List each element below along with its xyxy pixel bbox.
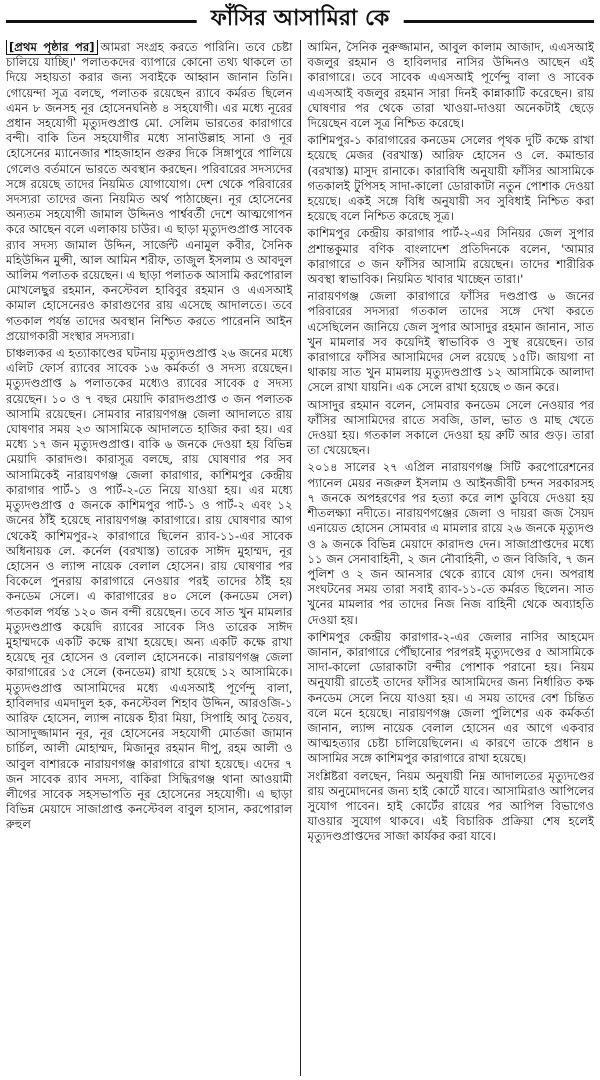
paragraph: নারায়ণগঞ্জ জেলা কারাগারে ফাঁসির দণ্ডপ্রাপ্ত ৬ জনের পরিবারের সদস্যরা গতকাল তাদের সঙ্গে দেখা করতে এসেছিলেন জানিয়ে জেল সুপার আসাদুর রহমান জানান, সাত খুন মামলার সব কয়েদিই স্বাভাবিক ও সুস্থ রয়েছেন। তার কারাগারে ফাঁসির আসামিদের সেল রয়েছে ১৫টি। জায়গা না থাকায় সাত খুন মামলায় মৃত্যুদণ্ডপ্রাপ্ত ১২ আসামিকে আলাদা সেলে রাখা যায়নি। এক সেলে রাখা হয়েছে ৩ জন করে। [307,289,594,395]
paragraph: কাশিমপুর কেন্দ্রীয় কারাগার পার্ট-২-এর সিনিয়র জেল সুপার প্রশান্তকুমার বণিক বাংলাদেশ প্রতিদিনকে বলেন, 'আমার কারাগারে ৩ জন ফাঁসির আসামি রয়েছেন। তাদের শারীরিক অবস্থা স্বাভাবিক। নিয়মিত খাবার খাচ্ছেন তারা।' [307,226,594,287]
paragraph: কাশিমপুর কেন্দ্রীয় কারাগার-২-এর জেলার নাসির আহমেদ জানান, কারাগারে পৌঁছানোর পরপরই মৃত্যুদণ্ডের ৫ আসামিকে সাদা-কালো ডোরাকাটা বন্দীর পোশাক পরানো হয়। নিয়ম অনুযায়ী রাতেই তাদের ফাঁসির আসামিদের জন্য নির্ধারিত কক্ষ কনডেম সেলে নিয়ে যাওয়া হয়। এ সময় তাদের বেশ চিন্তিত বলে মনে হয়েছে। নারায়ণগঞ্জ জেলা পুলিশের এক কর্মকর্তা জানান, ল্যান্স নায়েক বেলাল হোসেন এর আগে একবার আত্মহত্যার চেষ্টা চালিয়েছিলেন। এ কারণে তাকে প্রধান ৪ আসামির সঙ্গে কাশিমপুর কারাগারে রাখা হয়েছে। [307,629,594,766]
article-body [6,40,594,1076]
paragraph-text: আমরা সংগ্রহ করতে পারিনি। তবে চেষ্টা চালিয়ে যাচ্ছি।' পলাতকদের ব্যাপারে কোনো তথ্য থাকলে তা দিয়ে সহায়তা করার জন্য সবাইকে আহ্বান জানান তিনি। গোয়েন্দা সূত্র বলছে, পলাতক রয়েছেন র‍্যাবে কর্মরত ছিলেন এমন ৮ জনসহ নূর হোসেনঘনিষ্ঠ ৪ সহযোগী। এর মধ্যে নূরের প্রধান সহযোগী মৃত্যুদণ্ডপ্রাপ্ত মো. সেলিম ভারতের কারাগারে বন্দী। বাকি তিন সহযোগীর মধ্যে সানাউল্লাহ সানা ও নূর হোসেনের ম্যানেজার শাহজাহান গুরুর দিকে সিঙ্গাপুরে পালিয়ে গেলেও বর্তমানে ভারতে অবস্থান করছেন। পরিবারের সদস্যদের সঙ্গে রয়েছে তাদের নিয়মিত যোগাযোগ। দেশ থেকে পরিবারের সদস্যরা তাদের জন্য নিয়মিত অর্থ পাঠাচ্ছেন। নূর হোসেনের অন্যতম সহযোগী জামাল উদ্দিনও পার্শ্ববর্তী দেশে আত্মগোপন করে আছেন বলে এলাকায় চাউর। এ ছাড়া মৃত্যুদণ্ডপ্রাপ্ত সাবেক র‍্যাব সদস্য জামাল উদ্দিন, সার্জেন্ট এনামুল কবীর, সৈনিক মহিউদ্দিন মুন্সী, আল আমিন শরীফ, তাজুল ইসলাম ও আবদুল আলিম পলাতক রয়েছেন। এ ছাড়া পলাতক আসামি করপোরাল মোখলেছুর রহমান, কনস্টেবল হাবিবুর রহমান ও এএসআই কামাল হোসেনেরও কারাগুণের রায় এসেছে আদালতে। তবে গতকাল পর্যন্ত তাদের অবস্থান নিশ্চিত করতে পারেননি আইন প্রয়োগকারী সংস্থার সদস্যরা। [6,40,293,343]
paragraph: ২০১৪ সালের ২৭ এপ্রিল নারায়ণগঞ্জ সিটি করপোরেশনের প্যানেল মেয়র নজরুল ইসলাম ও আইনজীবী চন্দন সরকারসহ ৭ জনকে অপহরণের পর হত্যা করে লাশ ডুবিয়ে দেওয়া হয় শীতলক্ষ্যা নদীতে। নারায়ণগঞ্জের জেলা ও দায়রা জজ সৈয়দ এনায়েত হোসেন সোমবার এ মামলার রায়ে ২৬ জনকে মৃত্যুদণ্ড ও ৯ জনকে বিভিন্ন মেয়াদে কারাদণ্ড দেন। সাজাপ্রাপ্তদের মধ্যে ১১ জন সেনাবাহিনী, ২ জন নৌবাহিনী, ৩ জন বিজিবি, ৭ জন পুলিশ ও ২ জন আনসার থেকে র‍্যাবে যোগ দেন। অপরাধ সংঘটনের সময় তারা সবাই র‍্যাব-১১-তে কর্মরত ছিলেন। সাত খুনের মামলার পর তাদের নিজ নিজ বাহিনী থেকে অব্যাহতি দেওয়া হয়। [307,460,594,627]
paragraph: চাঞ্চল্যকর এ হত্যাকাণ্ডের ঘটনায় মৃত্যুদণ্ডপ্রাপ্ত ২৬ জনের মধ্যে এলিট ফোর্স র‍্যাবের সাবেক ১৬ কর্মকর্তা ও সদস্য রয়েছেন। মৃত্যুদণ্ডপ্রাপ্ত ৯ পলাতকের মধ্যেও র‍্যাবের সাবেক ৫ সদস্য রয়েছেন। ১০ ও ৭ বছর মেয়াদি কারাদণ্ডপ্রাপ্ত ৩ জন পলাতক আসামি রয়েছেন। সোমবার নারায়ণগঞ্জ জেলা আদালতে রায় ঘোষণার সময় ২৩ আসামিকে আদালতে হাজির করা হয়। এর মধ্যে ১৭ জন মৃত্যুদণ্ডপ্রাপ্ত। বাকি ৬ জনকে দেওয়া হয় বিভিন্ন মেয়াদি কারাদণ্ড। কারাসূত্র বলছে, রায় ঘোষণার পর সব আসামিকেই নারায়ণগঞ্জ জেলা কারাগার, কাশিমপুর কেন্দ্রীয় কারাগার পার্ট-১ ও পার্ট-২-তে নিয়ে যাওয়া হয়। এর মধ্যে মৃত্যুদণ্ডপ্রাপ্ত ৫ জনকে কাশিমপুর পার্ট-১ ও পার্ট-২ এবং ১২ জনের ঠাঁই হয়েছে নারায়ণগঞ্জ কারাগারে। রায় ঘোষণার আগ থেকেই কাশিমপুর-২ কারাগারে ছিলেন র‍্যাব-১১-এর সাবেক অধিনায়ক লে. কর্নেল (বরখাস্ত) তারেক সাঈদ মুহাম্মদ, নূর হোসেন ও ল্যান্স নায়েক বেলাল হোসেন। রায় ঘোষণার পর বিকেলে পুনরায় কারাগারে নেওয়ার পরই তাদের ঠাঁই হয় কনডেম সেলে। এ কারাগারের ৪০ সেলে (কনডেম সেল) গতকাল পর্যন্ত ১২০ জন বন্দী রয়েছেন। তবে সাত খুন মামলার মৃত্যুদণ্ডপ্রাপ্ত কয়েদি র‍্যাবের সাবেক সিও তারেক সাঈদ মুহাম্মদকে একটি কক্ষে রাখা হয়েছে। অন্য একটি কক্ষে রাখা হয়েছে নূর হোসেন ও বেলাল হোসেনকে। নারায়ণগঞ্জ জেলা কারাগারের ১৫ সেলে (কনডেম) রাখা হয়েছে ১২ আসামিকে। মৃত্যুদণ্ডপ্রাপ্ত আসামিদের মধ্যে এএসআই পূর্ণেন্দু বালা, হাবিলদার এমদাদুল হক, কনস্টেবল শিহাব উদ্দিন, আরওজি-১ আরিফ হোসেন, ল্যান্স নায়েক হীরা মিয়া, সিপাহি আবু তৈয়ব, আসাদুজ্জামান নূর, নূর হোসেনের সহযোগী মোর্তজা জামান চার্চিল, আলী মোহাম্মদ, মিজানুর রহমান দীপু, রহম আলী ও আবুল বাশারকে নারায়ণগঞ্জ কারাগারে রাখা হয়েছে। এদের ৭ জন সাবেক র‍্যাব সদস্য, বাকিরা সিদ্ধিরগঞ্জ থানা আওয়ামী লীগের সাবেক সহসভাপতি নূর হোসেনের সহযোগী। এ ছাড়া বিভিন্ন মেয়াদে সাজাপ্রাপ্ত কনস্টেবল বাবুল হাসান, করপোরাল রুহুল [6,346,293,832]
column-left [6,40,300,1076]
continuation-label: [প্রথম পৃষ্ঠার পর] [6,40,98,55]
headline: ফাঁসির আসামিরা কে [197,4,404,34]
paragraph: কাশিমপুর-১ কারাগারের কনডেম সেলের পৃথক দুটি কক্ষে রাখা হয়েছে মেজর (বরখাস্ত) আরিফ হোসেন ও লে. কমান্ডার (বরখাস্ত) মাসুদ রানাকে। কারাবিধি অনুযায়ী ফাঁসির আসামিকে গতকালই টুপিসহ সাদা-কালো ডোরাকাটা নতুন পোশাক দেওয়া হয়েছে। একই সঙ্গে বিধি অনুযায়ী সব সুবিধাই নিশ্চিত করা হয়েছে বলে নিশ্চিত করেছে সূত্র। [307,133,594,224]
paragraph: আসাদুর রহমান বলেন, সোমবার কনডেম সেলে নেওয়ার পর ফাঁসির আসামিদের রাতে সবজি, ডাল, ভাত ও মাছ খেতে দেওয়া হয়। গতকাল সকালে দেওয়া হয় রুটি আর গুড়। তারা তা খেয়েছেন। [307,397,594,458]
paragraph: সংশ্লিষ্টরা বলছেন, নিয়ম অনুযায়ী নিম্ন আদালতের মৃত্যুদণ্ডের রায় অনুমোদনের জন্য হাই কোর্টে যাবে। আসামিরাও আপিলের সুযোগ পাবেন। হাই কোর্টের রায়ের পর আপিল বিভাগেও যাওয়ার সুযোগ থাকবে। এই বিচারিক প্রক্রিয়া শেষ হলেই মৃত্যুদণ্ডপ্রাপ্তদের সাজা কার্যকর করা যাবে। [307,768,594,844]
column-right [300,40,595,1076]
headline-bar [6,4,594,38]
paragraph [6,40,293,344]
paragraph: আমিন, সৈনিক নুরুজ্জামান, আবুল কালাম আজাদ, এএসআই বজলুর রহমান ও হাবিলদার নাসির উদ্দিনও আছেন এই কারাগারে। তবে সাবেক এএসআই পূর্ণেন্দু বালা ও সাবেক এএসআই বজলুর রহমান সারা দিনই কান্নাকাটি করেছেন। রায় ঘোষণার পর থেকে তারা খাওয়া-দাওয়া অনেকটাই ছেড়ে দিয়েছেন বলে সূত্র নিশ্চিত করেছে। [307,40,594,131]
